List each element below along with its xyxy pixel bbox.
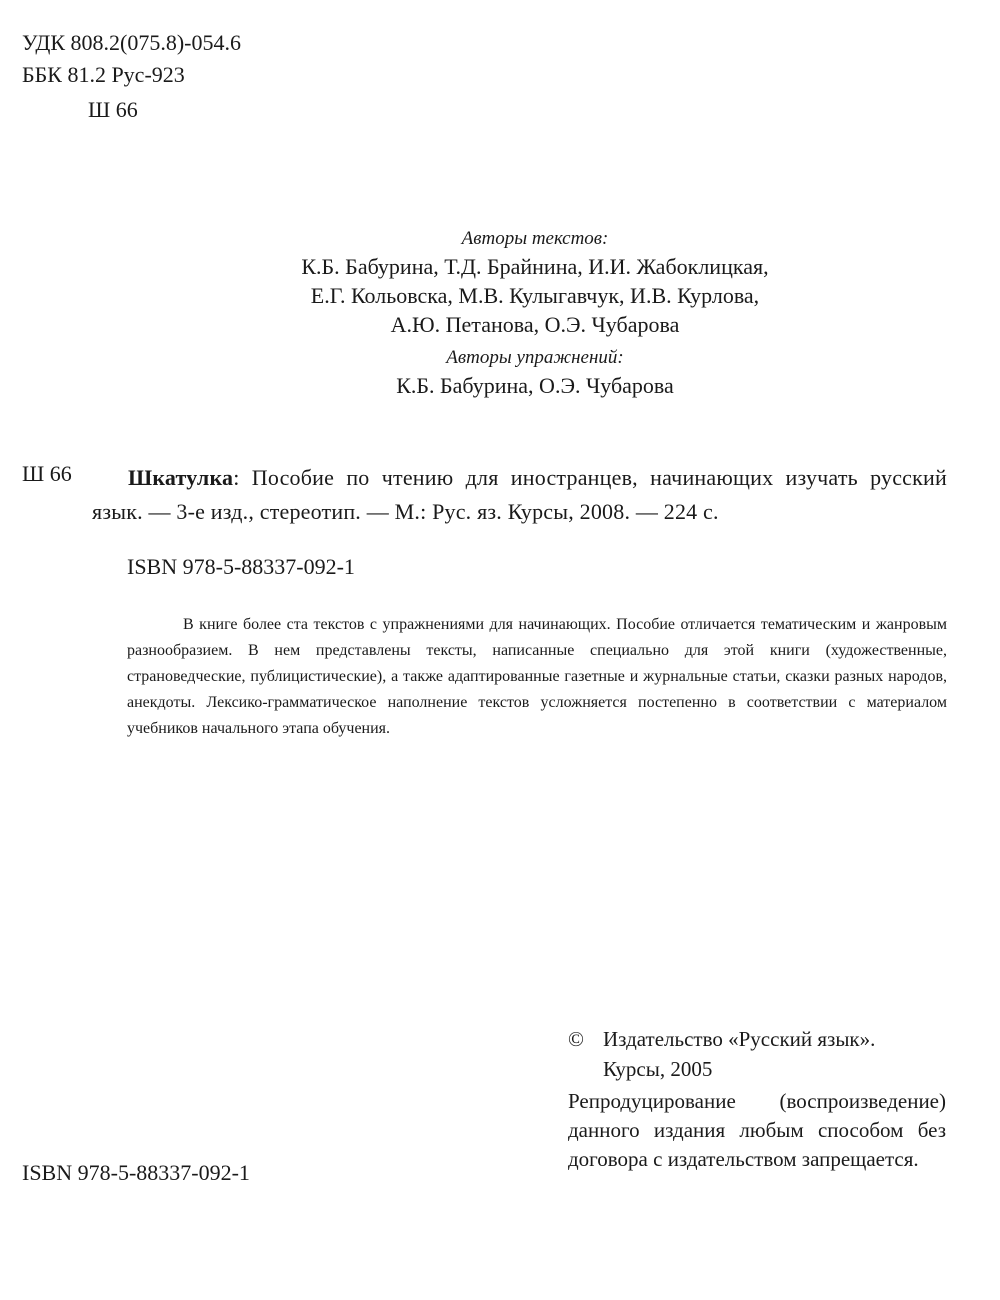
copyright-block (568, 1024, 948, 1084)
credits-block (170, 226, 900, 400)
udk-code: УДК 808.2(075.8)-054.6 (22, 30, 242, 55)
exercises-authors: К.Б. Бабурина, О.Э. Чубарова (396, 373, 674, 398)
copyright-symbol: © (568, 1027, 584, 1051)
isbn: ISBN 978-5-88337-092-1 (127, 554, 355, 579)
bbk-code: ББК 81.2 Рус-923 (22, 62, 185, 87)
reproduction-notice: Репродуцирование (воспроизведение) данного издания любым способом без договора с издательством запрещается. (568, 1089, 946, 1171)
bibliographic-entry (92, 461, 947, 529)
book-title: Шкатулка (128, 465, 234, 490)
annotation: В книге более ста текстов с упражнениями для начинающих. Пособие отличается тематическим и жанровым разнообразием. В нем представлены тексты, написанные специально для этой книги (художественные, страноведческие, публицистические), а также адаптированные газетные и журнальные статьи, сказки разных народов, анекдоты. Лексико-грамматическое наполнение текстов усложняется постепенно в соответствии с материалом учебников начального этапа обучения. (127, 616, 947, 737)
exercises-authors-heading: Авторы упражнений: (446, 347, 624, 368)
author-code: Ш 66 (88, 97, 138, 122)
texts-authors-line: К.Б. Бабурина, Т.Д. Брайнина, И.И. Жабоклицкая, (301, 254, 769, 279)
entry-author-code: Ш 66 (22, 461, 72, 486)
copyright-publisher-line2: Курсы, 2005 (603, 1057, 713, 1081)
texts-authors-line: Е.Г. Кольовска, М.В. Кулыгавчук, И.В. Курлова, (310, 283, 760, 308)
bottom-isbn: ISBN 978-5-88337-092-1 (22, 1160, 250, 1185)
copyright-publisher: Издательство «Русский язык». (603, 1027, 876, 1051)
texts-authors-heading: Авторы текстов: (461, 228, 609, 249)
bibliographic-description: : Пособие по чтению для иностранцев, начинающих изучать русский язык. — 3-е изд., стереотип. — М.: Рус. яз. Курсы, 2008. — 224 с. (92, 465, 947, 524)
texts-authors-line: А.Ю. Петанова, О.Э. Чубарова (390, 312, 680, 337)
